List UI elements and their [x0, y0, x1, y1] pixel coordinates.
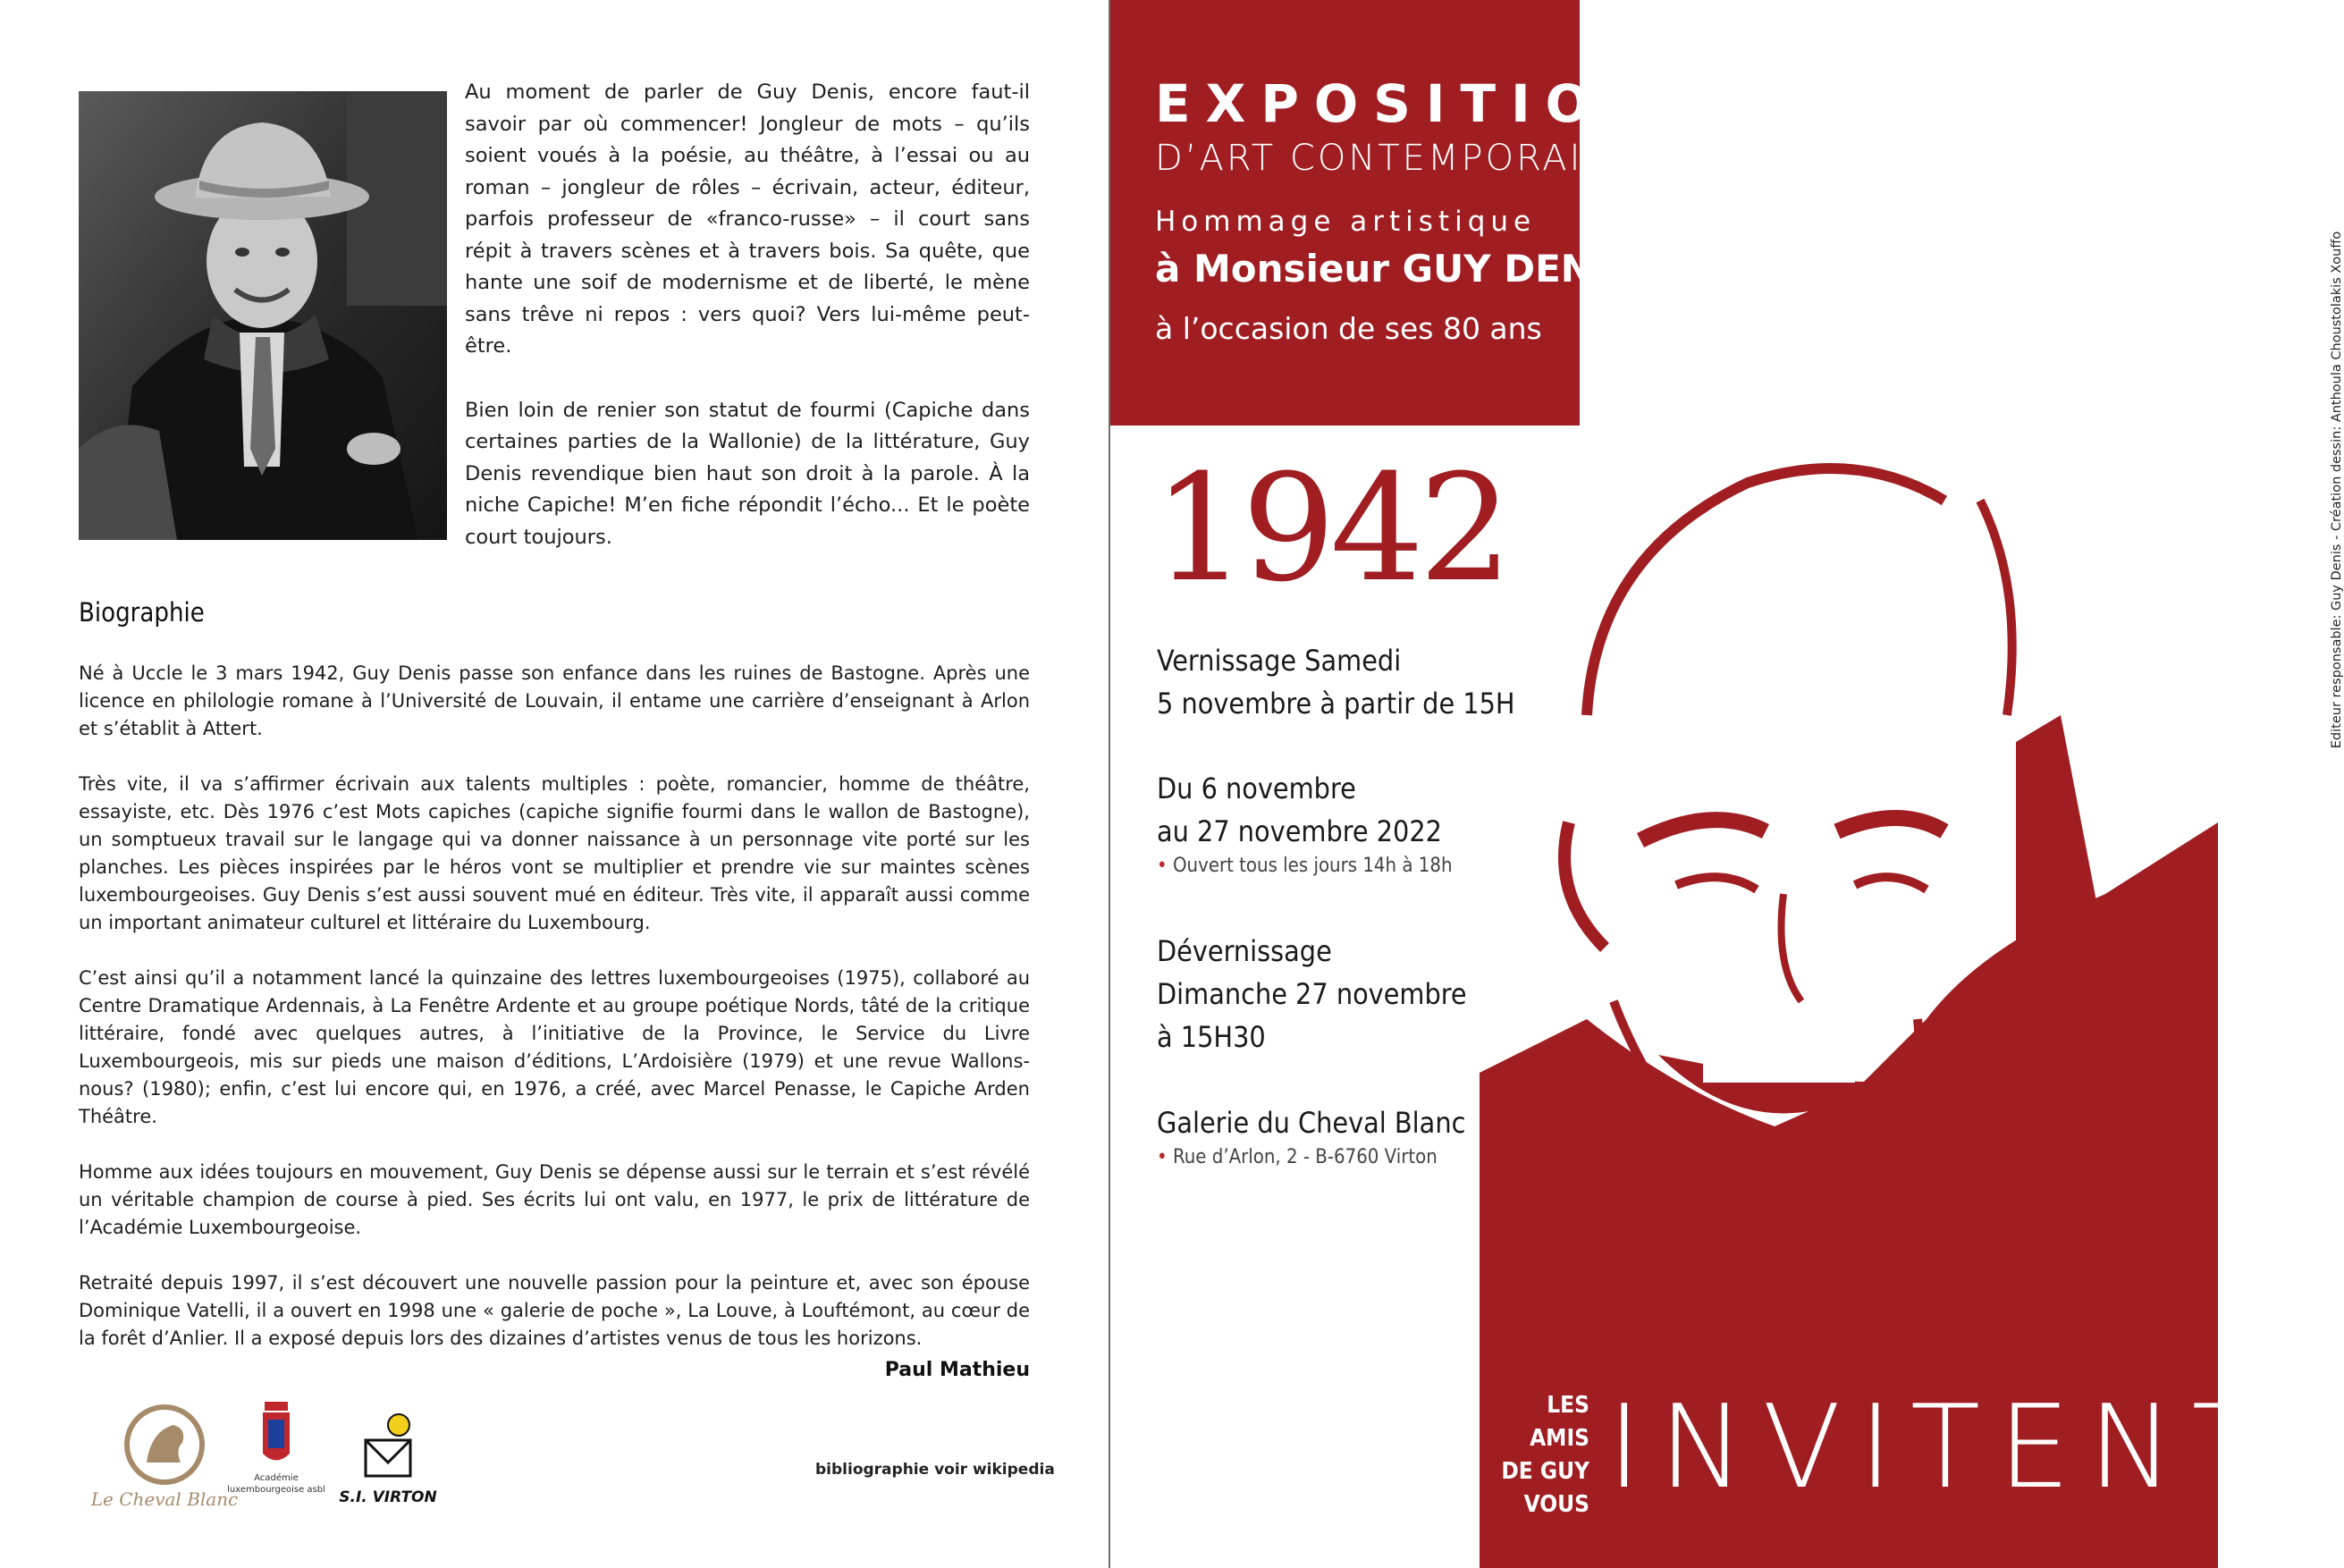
devernissage-line3: à 15H30 [1157, 1020, 1266, 1054]
opening-hours-text: Ouvert tous les jours 14h à 18h [1172, 855, 1453, 877]
biography-title: Biographie [79, 597, 205, 628]
invite-headline: INVITENT [1607, 1381, 2280, 1514]
venue-address-text: Rue d’Arlon, 2 - B-6760 Virton [1172, 1146, 1438, 1168]
header-occasion: à l’occasion de ses 80 ans [1155, 311, 1542, 346]
biography-paragraph: Né à Uccle le 3 mars 1942, Guy Denis passe son enfance dans les ruines de Bastogne. Après une licence en philologie romane à l’Université de Louvain, il entame une carrière d’enseignant à Arlon et s’établit à Attert. [79, 662, 1030, 739]
devernissage-line1: Dévernissage [1157, 934, 1332, 968]
header-guy-denis: à Monsieur GUY DENIS [1155, 247, 1633, 291]
biography-paragraph: Homme aux idées toujours en mouvement, Guy Denis se dépense aussi sur le terrain et s’est révélé un véritable champion de course à pied. Ses écrits lui ont valu, en 1977, le prix de littérature de l’Académie Luxembourgeoise. [79, 1161, 1030, 1238]
academie-logo-line2: luxembourgeoise asbl [227, 1485, 325, 1495]
header-art-contemporain: D’ART CONTEMPORAIN [1155, 138, 1613, 179]
academie-logo [227, 1402, 325, 1495]
si-virton-logo [339, 1414, 437, 1506]
cheval-blanc-logo [90, 1407, 239, 1510]
dates-line2: au 27 novembre 2022 [1157, 814, 1442, 848]
opening-hours [1157, 853, 1453, 880]
dates-line1: Du 6 novembre [1157, 771, 1356, 805]
header-hommage: Hommage artistique [1155, 206, 1537, 238]
exhibition-dates [1157, 767, 1453, 880]
biography-text [79, 660, 1030, 1380]
devernissage-info [1157, 930, 1467, 1058]
biography-paragraph: C’est ainsi qu’il a notamment lancé la quinzaine des lettres luxembourgeoises (1975), collaboré au Centre Dramatique Ardennais, à La Fenêtre Ardente et au groupe poétique Nords, tâté de la critique littéraire, fondé avec quelques autres, à l’initiative de la Province, le Service du Livre Luxembourgeois, mis sur pieds une maison d’éditions, L’Ardoisière (1979) et une revue Wallons-nous? (1980); enfin, c’est lui encore qui, en 1976, a créé, avec Marcel Penasse, le Capiche Arden Théâtre. [79, 967, 1030, 1127]
venue-name: Galerie du Cheval Blanc [1157, 1106, 1466, 1140]
vernissage-info [1157, 639, 1515, 725]
author-signature: Paul Mathieu [884, 1359, 1030, 1381]
invite-line3: VOUS [1523, 1491, 1589, 1518]
si-virton-logo-text: S.I. VIRTON [339, 1488, 437, 1506]
portrait-illustration [79, 91, 447, 540]
vernissage-line2: 5 novembre à partir de 15H [1157, 687, 1515, 721]
portrait-photo [79, 91, 447, 540]
venue-address [1157, 1144, 1465, 1171]
sponsor-logos-graphic [90, 1400, 451, 1516]
birth-year: 1942 [1153, 443, 1507, 614]
sponsor-logos [90, 1400, 451, 1516]
venue-info [1157, 1101, 1465, 1171]
bullet-icon: • [1157, 855, 1168, 877]
invite-line2: DE GUY [1501, 1458, 1589, 1485]
academie-logo-line1: Académie [254, 1473, 299, 1483]
invite-lead [1484, 1389, 1589, 1522]
devernissage-line2: Dimanche 27 novembre [1157, 977, 1467, 1011]
invite-line1: LES AMIS [1530, 1392, 1589, 1452]
biography-paragraph: Très vite, il va s’affirmer écrivain aux talents multiples : poète, romancier, homme de théâtre, essayiste, etc. Dès 1976 c’est Mots capiches (capiche signifie fourmi dans le wallon de Bastogne), un somptueux travail sur le langage qui va donner naissance à un personnage vite porté sur les planches. Les pièces inspirées par le héros vont se multiplier et prendre vie sur maintes scènes luxembourgeoises. Guy Denis s’est aussi souvent mué en éditeur. Très vite, il apparaît aussi comme un important animateur culturel et littéraire du Luxembourg. [79, 773, 1030, 933]
vernissage-line1: Vernissage Samedi [1157, 644, 1402, 678]
header-exposition: EXPOSITION [1155, 73, 1664, 134]
publisher-credits: Editeur responsable: Guy Denis - Création dessin: Anthoula Choustolakis Xouffo [2330, 231, 2344, 749]
biography-paragraph: Retraité depuis 1997, il s’est découvert une nouvelle passion pour la peinture et, avec son épouse Dominique Vatelli, il a ouvert en 1998 une « galerie de poche », La Louve, à Louftémont, au cœur de la forêt d’Anlier. Il a exposé depuis lors des dizaines d’artistes venus de tous les horizons. [79, 1272, 1030, 1349]
bullet-icon: • [1157, 1146, 1168, 1168]
bibliography-note: bibliographie voir wikipedia [815, 1461, 1055, 1479]
cheval-blanc-logo-text: Le Cheval Blanc [90, 1488, 239, 1510]
intro-paragraph-1: Au moment de parler de Guy Denis, encore faut-il savoir par où commencer! Jongleur de mots – qu’ils soient voués à la poésie, au théâtre, à l’essai ou au roman – jongleur de rôles – écrivain, acteur, éditeur, parfois professeur de «franco-russe» – il court sans répit à travers scènes et à travers bois. Sa quête, que hante une soif de modernisme et de liberté, le mène sans trêve ni repos : vers quoi? Vers lui-même peut-être. [465, 80, 1030, 358]
intro-text [465, 77, 1030, 586]
intro-paragraph-2: Bien loin de renier son statut de fourmi (Capiche dans certaines parties de la Wallonie) de la littérature, Guy Denis revendique bien haut son droit à la parole. À la niche Capiche! M’en fiche répondit l’écho... Et le poète court toujours. [465, 398, 1030, 549]
